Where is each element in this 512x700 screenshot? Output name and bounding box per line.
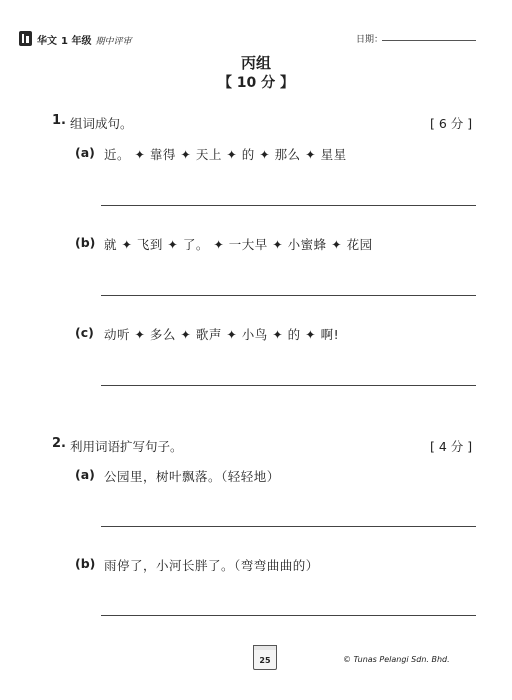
q2-a-label: (a): [75, 467, 95, 482]
q2-a-answer-line: [101, 526, 476, 527]
header-info: [37, 32, 131, 47]
publisher-logo: [19, 31, 32, 46]
section-marks: 【 10 分 】: [217, 75, 295, 91]
page-number-badge: 25: [253, 648, 277, 670]
question-2-text: 利用词语扩写句子。: [70, 439, 183, 454]
section-title: 丙组: [240, 54, 271, 72]
q1-c-label: (c): [75, 325, 94, 340]
header-grade: 1 年级: [61, 36, 92, 47]
question-2-number: 2.: [52, 436, 66, 451]
q1-a-words: 近。 ✦ 靠得 ✦ 天上 ✦ 的 ✦ 那么 ✦ 星星: [104, 147, 347, 162]
q1-c-words: 动听 ✦ 多么 ✦ 歌声 ✦ 小鸟 ✦ 的 ✦ 啊!: [104, 327, 340, 342]
question-2-marks: [ 4 分 ]: [430, 439, 473, 454]
question-1-text: 组词成句。: [70, 116, 133, 131]
q1-b-label: (b): [75, 235, 96, 250]
q1-b-words: 就 ✦ 飞到 ✦ 了。 ✦ 一大早 ✦ 小蜜蜂 ✦ 花园: [104, 237, 373, 252]
q2-b-words: 雨停了，小河长胖了。（弯弯曲曲的）: [104, 558, 319, 573]
date-label: 日期：: [356, 35, 384, 45]
question-1-number: 1.: [52, 113, 66, 128]
q1-a-label: (a): [75, 145, 95, 160]
q2-b-answer-line: [101, 615, 476, 616]
q2-b-label: (b): [75, 556, 96, 571]
header-subject: 华文: [37, 36, 57, 47]
q1-b-answer-line: [101, 295, 476, 296]
copyright-text: © Tunas Pelangi Sdn. Bhd.: [343, 655, 450, 664]
q2-a-words: 公园里，树叶飘落。（轻轻地）: [104, 469, 280, 484]
question-1-marks: [ 6 分 ]: [430, 116, 473, 131]
q1-a-answer-line: [101, 205, 476, 206]
date-line: [382, 40, 476, 41]
q1-c-answer-line: [101, 385, 476, 386]
header-book: 期中评审: [95, 37, 132, 47]
